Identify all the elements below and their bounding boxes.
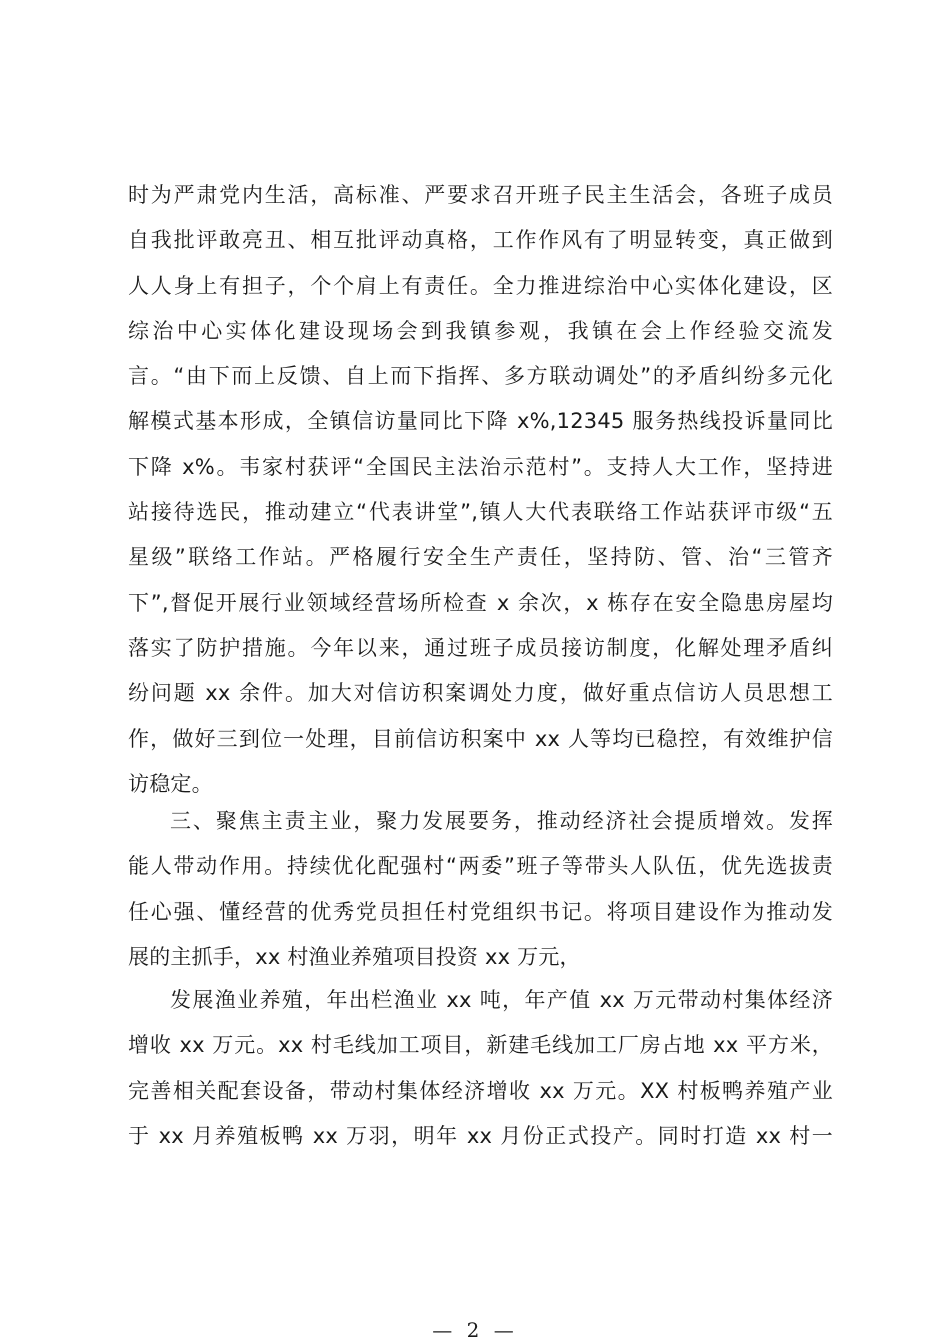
text-line: 人人身上有担子，个个肩上有责任。全力推进综治中心实体化建设，区 bbox=[128, 273, 833, 298]
section-heading-line: 三、聚焦主责主业，聚力发展要务，推动经济社会提质增效。发挥 bbox=[170, 809, 833, 833]
text-line: 落实了防护措施。今年以来，通过班子成员接访制度，化解处理矛盾纠 bbox=[128, 635, 833, 660]
text-line: 纷问题 xx 余件。加大对信访积案调处力度，做好重点信访人员思想工 bbox=[128, 681, 833, 706]
text-line: 能人带动作用。持续优化配强村“两委”班子等带头人队伍，优先选拔责 bbox=[128, 854, 833, 879]
text-line: 访稳定。 bbox=[128, 771, 213, 796]
text-line: 站接待选民，推动建立“代表讲堂”,镇人大代表联络工作站获评市级“五 bbox=[128, 500, 833, 525]
page-number: — 2 — bbox=[432, 1318, 518, 1342]
text-line: 于 xx 月养殖板鸭 xx 万羽，明年 xx 月份正式投产。同时打造 xx 村一 bbox=[128, 1123, 833, 1148]
text-line: 解模式基本形成，全镇信访量同比下降 x%,12345 服务热线投诉量同比 bbox=[128, 409, 833, 434]
text-line: 时为严肃党内生活，高标准、严要求召开班子民主生活会，各班子成员 bbox=[128, 183, 833, 207]
text-line: 言。“由下而上反馈、自上而下指挥、多方联动调处”的矛盾纠纷多元化 bbox=[128, 364, 833, 389]
text-line: 自我批评敢亮丑、相互批评动真格，工作作风有了明显转变，真正做到 bbox=[128, 228, 833, 253]
text-line: 星级”联络工作站。严格履行安全生产责任，坚持防、管、治“三管齐 bbox=[128, 545, 833, 570]
paragraph-fishery bbox=[128, 978, 833, 1159]
paragraph-continued bbox=[128, 173, 833, 807]
text-line: 完善相关配套设备，带动村集体经济增收 xx 万元。XX 村板鸭养殖产业 bbox=[128, 1078, 833, 1103]
text-line: 综治中心实体化建设现场会到我镇参观，我镇在会上作经验交流发 bbox=[128, 318, 833, 343]
text-line: 下”,督促开展行业领域经营场所检查 x 余次，x 栋存在安全隐患房屋均 bbox=[128, 590, 833, 615]
text-line: 任心强、懂经营的优秀党员担任村党组织书记。将项目建设作为推动发 bbox=[128, 899, 833, 924]
text-line: 增收 xx 万元。xx 村毛线加工项目，新建毛线加工厂房占地 xx 平方米， bbox=[128, 1033, 833, 1058]
text-line: 作，做好三到位一处理，目前信访积案中 xx 人等均已稳控，有效维护信 bbox=[128, 726, 833, 751]
text-line: 发展渔业养殖，年出栏渔业 xx 吨，年产值 xx 万元带动村集体经济 bbox=[170, 988, 833, 1012]
paragraph-section-three bbox=[128, 799, 833, 980]
text-line: 下降 x%。韦家村获评“全国民主法治示范村”。支持人大工作，坚持进 bbox=[128, 454, 833, 479]
text-line: 展的主抓手，xx 村渔业养殖项目投资 xx 万元， bbox=[128, 944, 581, 969]
